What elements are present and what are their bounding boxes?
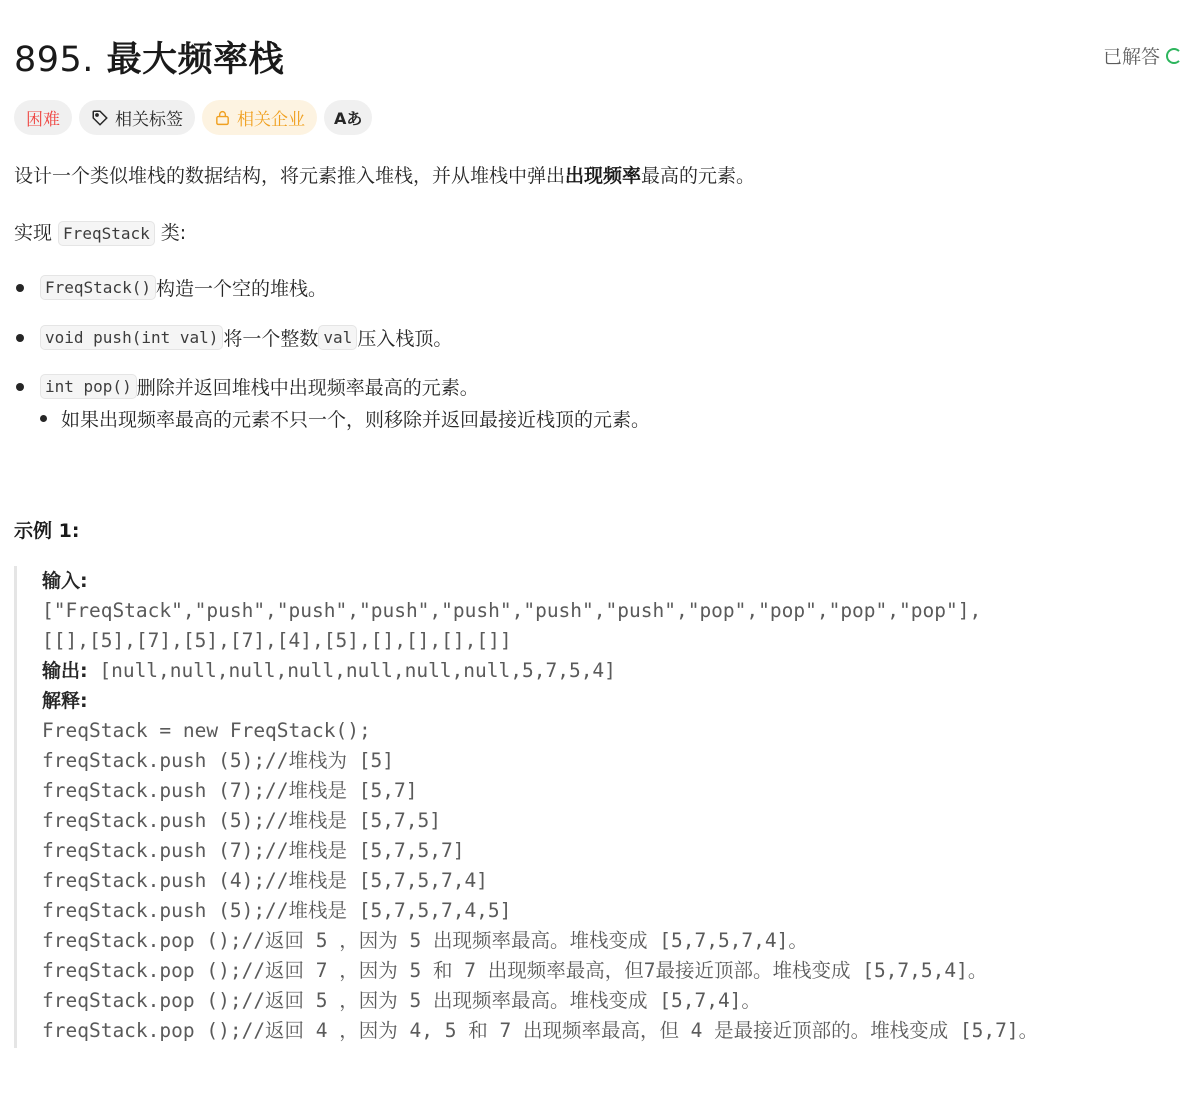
intro-end: 最高的元素。 — [641, 165, 756, 187]
bullet-dot — [16, 284, 24, 292]
intro-bold: 出现频率 — [565, 165, 642, 187]
example-block — [14, 566, 1182, 1048]
explain-line: freqStack.pop ();//返回 5 ，因为 5 出现频率最高。堆栈变成 [5,7,5,7,4]。 — [42, 929, 808, 952]
constructor-code: FreqStack() — [40, 275, 156, 300]
pop-sub-text: 如果出现频率最高的元素不只一个，则移除并返回最接近栈顶的元素。 — [61, 409, 651, 431]
explain-line: freqStack.pop ();//返回 7 ，因为 5 和 7 出现频率最高，但7最接近顶部。堆栈变成 [5,7,5,4]。 — [42, 959, 988, 982]
problem-name: 最大频率栈 — [106, 40, 285, 80]
related-companies-label: 相关企业 — [237, 110, 305, 130]
explain-line: FreqStack = new FreqStack(); — [42, 719, 371, 742]
related-tags-button[interactable] — [79, 100, 195, 135]
bullet-pop-sub — [38, 405, 650, 432]
solved-status[interactable] — [1103, 42, 1182, 69]
class-code: FreqStack — [58, 221, 155, 246]
output-line — [42, 656, 1182, 686]
problem-title — [14, 32, 284, 82]
solved-label: 已解答 — [1102, 46, 1160, 68]
explain-line: freqStack.push (5);//堆栈是 [5,7,5,7,4,5] — [42, 899, 512, 922]
impl-text: 实现 — [14, 222, 59, 244]
explain-line: freqStack.pop ();//返回 5 ，因为 5 出现频率最高。堆栈变成 [5,7,4]。 — [42, 989, 761, 1012]
input-line-1: ["FreqStack","push","push","push","push","push","push","pop","pop","pop","pop"], — [42, 599, 982, 622]
output-label: 输出: — [42, 660, 88, 682]
bullet-constructor — [14, 274, 327, 301]
output-value: [null,null,null,null,null,null,null,5,7,5,4] — [87, 659, 616, 682]
explain-line: freqStack.push (7);//堆栈是 [5,7,5,7] — [42, 839, 465, 862]
constructor-text: 构造一个空的堆栈。 — [155, 278, 327, 300]
explain-label-line — [42, 686, 1182, 716]
push-code: void push(int val) — [40, 325, 223, 350]
problem-number: 895. — [14, 40, 94, 80]
bullet-dot — [16, 334, 24, 342]
explain-line: freqStack.push (5);//堆栈为 [5] — [42, 749, 394, 772]
push-text-end: 压入栈顶。 — [357, 328, 453, 350]
push-text: 将一个整数 — [223, 328, 319, 350]
title-row — [14, 30, 1182, 78]
val-code: val — [318, 325, 357, 350]
explain-line: freqStack.pop ();//返回 4 ，因为 4, 5 和 7 出现频率最高，但 4 是最接近顶部的。堆栈变成 [5,7]。 — [42, 1019, 1039, 1042]
explain-label: 解释: — [42, 690, 88, 712]
translate-icon: Aあ — [334, 109, 363, 128]
related-tags-label: 相关标签 — [115, 110, 183, 130]
lock-icon — [214, 109, 231, 127]
impl-end: 类: — [154, 222, 187, 244]
difficulty-badge: 困难 — [14, 100, 72, 135]
explain-line: freqStack.push (7);//堆栈是 [5,7] — [42, 779, 418, 802]
pop-text: 删除并返回堆栈中出现频率最高的元素。 — [136, 377, 479, 399]
input-label: 输入: — [42, 570, 88, 592]
bullet-dot — [40, 415, 47, 422]
tag-bar — [14, 100, 372, 135]
example-title: 示例 1: — [14, 520, 80, 542]
explain-line: freqStack.push (5);//堆栈是 [5,7,5] — [42, 809, 441, 832]
bullet-pop — [14, 373, 479, 400]
tag-icon — [91, 109, 109, 127]
description-intro — [14, 162, 755, 190]
related-companies-button[interactable] — [202, 100, 317, 135]
bullet-dot — [16, 383, 24, 391]
translate-button[interactable] — [324, 100, 372, 135]
solved-icon — [1166, 48, 1182, 64]
input-label-line — [42, 566, 1182, 596]
pop-code: int pop() — [40, 374, 137, 399]
implement-line — [14, 219, 186, 248]
input-line-2: [[],[5],[7],[5],[7],[4],[5],[],[],[],[]] — [42, 629, 512, 652]
explain-line: freqStack.push (4);//堆栈是 [5,7,5,7,4] — [42, 869, 488, 892]
bullet-push — [14, 324, 452, 351]
intro-text: 设计一个类似堆栈的数据结构，将元素推入堆栈，并从堆栈中弹出 — [14, 165, 566, 187]
